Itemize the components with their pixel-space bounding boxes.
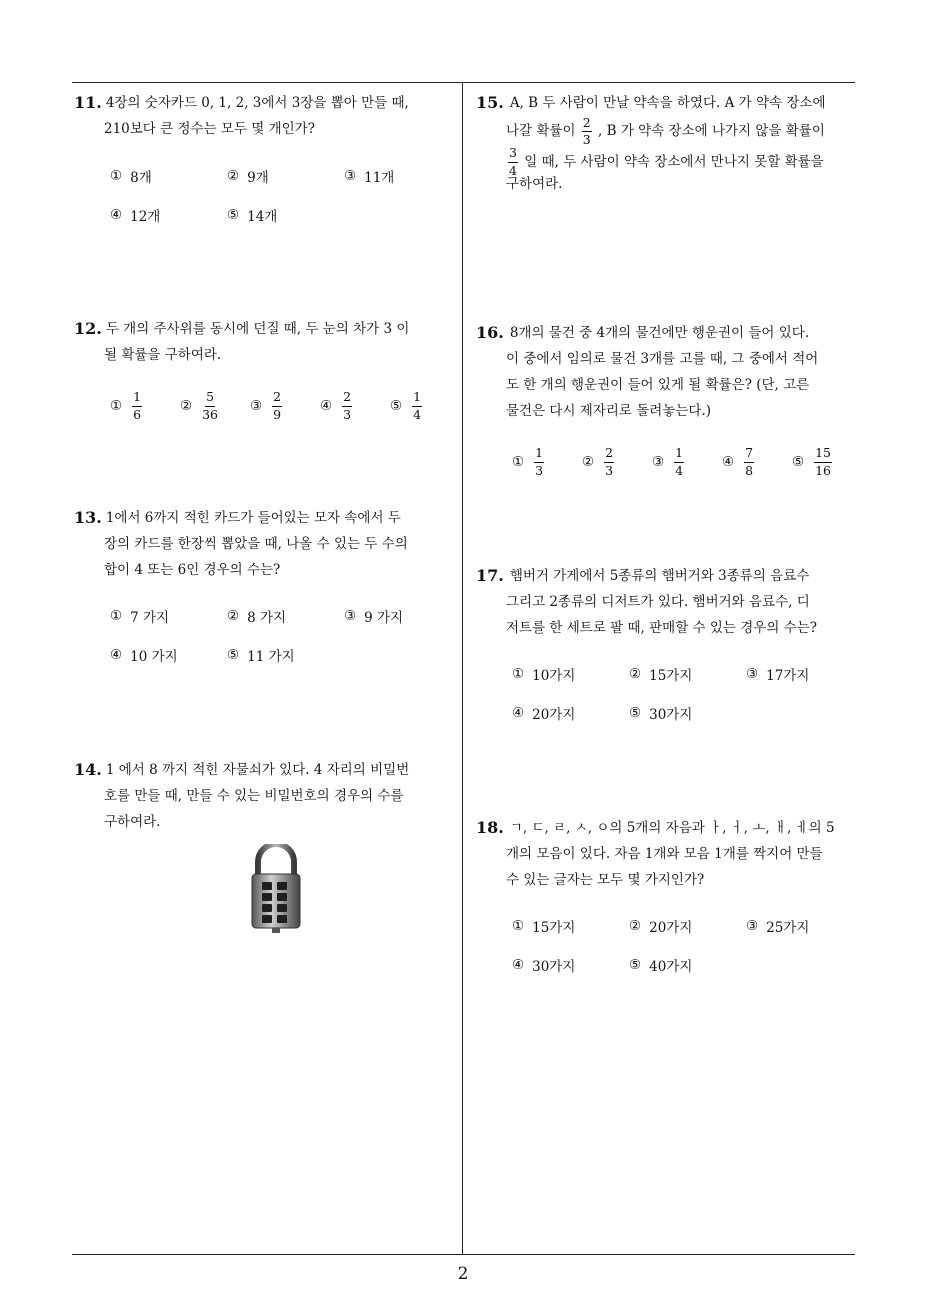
- choice-4[interactable]: ④ 20가지: [512, 704, 576, 723]
- page-number: 2: [457, 1264, 469, 1284]
- question-text-line: 4장의 숫자카드 0, 1, 2, 3에서 3장을 뽑아 만들 때,: [105, 95, 409, 111]
- question-text-line: 두 개의 주사위를 동시에 던질 때, 두 눈의 차가 3 이: [105, 321, 410, 337]
- question-11: [74, 90, 454, 234]
- question-13: [74, 505, 454, 674]
- question-12: [74, 316, 454, 428]
- question-number: 16.: [476, 323, 504, 342]
- choice-2[interactable]: ② $\frac{2}{3}$: [582, 445, 614, 478]
- fraction: $\frac{3}{4}$: [509, 145, 517, 178]
- bottom-rule: [72, 1254, 855, 1255]
- question-text-line: 수 있는 글자는 모두 몇 가지인가?: [506, 872, 705, 888]
- padlock-illustration: [244, 844, 308, 934]
- choice-1[interactable]: ① $\frac{1}{6}$: [110, 389, 142, 422]
- choice-3[interactable]: ③ 11개: [344, 167, 395, 186]
- choice-2[interactable]: ② $\frac{5}{36}$: [180, 389, 219, 422]
- choices-list: [74, 156, 454, 234]
- question-text-line: 햄버거 가게에서 5종류의 햄버거와 3종류의 음료수: [509, 568, 810, 584]
- choices-list: [74, 384, 454, 428]
- question-text-line: ㄱ, ㄷ, ㄹ, ㅅ, ㅇ의 5개의 자음과 ㅏ, ㅓ, ㅗ, ㅐ, ㅔ의 5: [509, 820, 835, 836]
- choice-4[interactable]: ④ 30가지: [512, 956, 576, 975]
- choices-list: [476, 440, 860, 484]
- question-number: 12.: [74, 319, 102, 338]
- question-number: 18.: [476, 818, 504, 837]
- choice-1[interactable]: ① 8개: [110, 167, 152, 186]
- choice-4[interactable]: ④ 10 가지: [110, 646, 178, 665]
- choice-3[interactable]: ③ $\frac{2}{9}$: [250, 389, 282, 422]
- choice-1[interactable]: ① 10가지: [512, 665, 576, 684]
- fraction: $\frac{2}{3}$: [582, 114, 591, 147]
- choice-5[interactable]: ⑤ 14개: [227, 206, 278, 225]
- question-text-line: 될 확률을 구하여라.: [104, 347, 222, 363]
- question-number: 17.: [476, 566, 504, 585]
- fraction: $\frac{1}{4}$: [413, 389, 422, 422]
- question-text-line: A, B 두 사람이 만날 약속을 하였다. A 가 약속 장소에: [509, 95, 826, 111]
- choice-5[interactable]: ⑤ $\frac{15}{16}$: [792, 445, 832, 478]
- question-text-line: 210보다 큰 정수는 모두 몇 개인가?: [104, 121, 315, 137]
- question-text-line: 1에서 6까지 적힌 카드가 들어있는 모자 속에서 두: [105, 510, 401, 526]
- question-text-line: 1 에서 8 까지 적힌 자물쇠가 있다. 4 자리의 비밀번: [105, 762, 410, 778]
- fraction: $\frac{15}{16}$: [815, 445, 832, 478]
- choice-1[interactable]: ① 15가지: [512, 917, 576, 936]
- choice-4[interactable]: ④ $\frac{7}{8}$: [722, 445, 754, 478]
- question-text-line: 구하여라.: [506, 176, 563, 192]
- question-16: [476, 320, 860, 484]
- choices-list: [74, 596, 454, 674]
- choice-1[interactable]: ① 7 가지: [110, 607, 170, 626]
- choice-3[interactable]: ③ 9 가지: [344, 607, 404, 626]
- question-17: [476, 563, 860, 732]
- choice-4[interactable]: ④ $\frac{2}{3}$: [320, 389, 352, 422]
- fraction: $\frac{2}{3}$: [343, 389, 352, 422]
- question-number: 15.: [476, 93, 504, 112]
- choice-5[interactable]: ⑤ 11 가지: [227, 646, 295, 665]
- choices-list: [476, 654, 860, 732]
- question-text-line: 물건은 다시 제자리로 돌려놓는다.): [506, 403, 712, 419]
- fraction: $\frac{1}{6}$: [133, 389, 142, 422]
- choice-5[interactable]: ⑤ 30가지: [629, 704, 693, 723]
- fraction: $\frac{7}{8}$: [745, 445, 754, 478]
- fraction: $\frac{1}{3}$: [535, 445, 544, 478]
- choice-2[interactable]: ② 15가지: [629, 665, 693, 684]
- question-text-line: 합이 4 또는 6인 경우의 수는?: [104, 562, 281, 578]
- question-text-line: 구하여라.: [104, 814, 161, 830]
- choice-3[interactable]: ③ 17가지: [746, 665, 810, 684]
- fraction: $\frac{1}{4}$: [675, 445, 684, 478]
- question-number: 11.: [74, 93, 102, 112]
- question-text-line: 이 중에서 임의로 물건 3개를 고를 때, 그 중에서 적어: [506, 351, 819, 367]
- top-rule: [72, 82, 855, 83]
- question-number: 14.: [74, 760, 102, 779]
- question-text-line: 나갈 확률이 $\frac{2}{3}$ , B 가 약속 장소에 나가지 않을 확률이: [506, 114, 825, 147]
- fraction: $\frac{2}{3}$: [605, 445, 614, 478]
- question-18: [476, 815, 860, 984]
- choice-3[interactable]: ③ $\frac{1}{4}$: [652, 445, 684, 478]
- question-text-line: 그리고 2종류의 디저트가 있다. 햄버거와 음료수, 디: [506, 594, 810, 610]
- choices-list: [476, 906, 860, 984]
- fraction: $\frac{2}{9}$: [273, 389, 282, 422]
- column-divider: [462, 82, 463, 1254]
- choice-5[interactable]: ⑤ 40가지: [629, 956, 693, 975]
- choice-1[interactable]: ① $\frac{1}{3}$: [512, 445, 544, 478]
- choice-4[interactable]: ④ 12개: [110, 206, 161, 225]
- choice-2[interactable]: ② 8 가지: [227, 607, 287, 626]
- question-text-line: 저트를 한 세트로 팔 때, 판매할 수 있는 경우의 수는?: [506, 620, 817, 636]
- question-number: 13.: [74, 508, 102, 527]
- fraction: $\frac{5}{36}$: [202, 389, 219, 422]
- question-text-line: 장의 카드를 한장씩 뽑았을 때, 나올 수 있는 두 수의: [104, 536, 408, 552]
- question-text-line: $\frac{3}{4}$ 일 때, 두 사람이 약속 장소에서 만나지 못할 확률을: [509, 145, 824, 178]
- question-15: [476, 90, 860, 197]
- question-text-line: 도 한 개의 행운권이 들어 있게 될 확률은? (단, 고른: [506, 377, 810, 393]
- choice-3[interactable]: ③ 25가지: [746, 917, 810, 936]
- question-text-line: 개의 모음이 있다. 자음 1개와 모음 1개를 짝지어 만들: [506, 846, 823, 862]
- question-text-line: 호를 만들 때, 만들 수 있는 비밀번호의 경우의 수를: [104, 788, 404, 804]
- question-14: [74, 757, 454, 835]
- question-text-line: 8개의 물건 중 4개의 물건에만 행운권이 들어 있다.: [509, 325, 810, 341]
- choice-5[interactable]: ⑤ $\frac{1}{4}$: [390, 389, 422, 422]
- choice-2[interactable]: ② 20가지: [629, 917, 693, 936]
- choice-2[interactable]: ② 9개: [227, 167, 269, 186]
